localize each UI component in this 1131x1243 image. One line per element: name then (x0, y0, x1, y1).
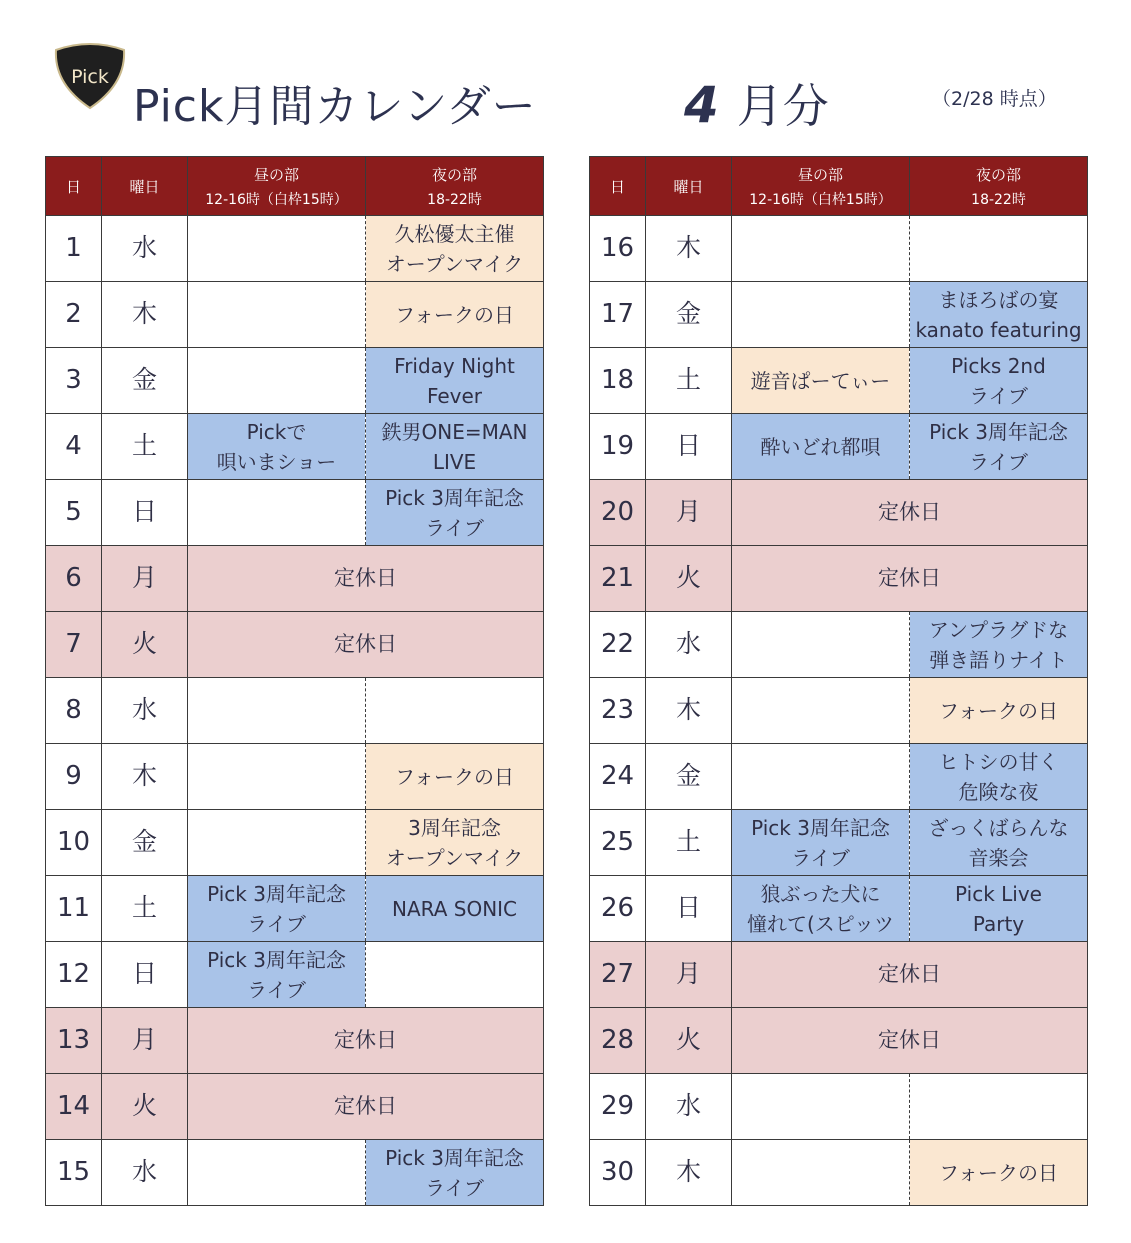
noon-event (188, 678, 366, 744)
day-number: 30 (590, 1140, 646, 1206)
weekday-cell: 金 (102, 810, 188, 876)
event-line: 唄いまショー (216, 449, 337, 474)
table-row (46, 216, 544, 282)
night-event (910, 744, 1088, 810)
table-row (46, 480, 544, 546)
table-row (590, 546, 1088, 612)
event-line: kanato featuring (915, 317, 1082, 342)
night-event (366, 282, 544, 348)
night-event (910, 282, 1088, 348)
header-night-sub: 18-22時 (427, 191, 482, 208)
weekday-cell: 木 (646, 1140, 732, 1206)
event-line: Picks 2nd (951, 353, 1046, 378)
table-row (590, 876, 1088, 942)
day-number: 26 (590, 876, 646, 942)
month-suffix: 月分 (736, 79, 829, 133)
header-noon (188, 157, 366, 216)
night-event (366, 942, 544, 1008)
table-row (590, 1008, 1088, 1074)
day-number: 23 (590, 678, 646, 744)
event-line: Pick 3周年記念 (385, 1145, 524, 1170)
day-number: 7 (46, 612, 102, 678)
table-row (46, 1140, 544, 1206)
event-line: Pick 3周年記念 (929, 419, 1068, 444)
event-line: LIVE (432, 449, 477, 474)
table-row (590, 216, 1088, 282)
day-number: 27 (590, 942, 646, 1008)
event-line: 狼ぶった犬に (760, 881, 881, 906)
noon-event (732, 876, 910, 942)
header-night-title: 夜の部 (431, 165, 477, 184)
closed-label: 定休日 (732, 942, 1088, 1008)
night-event (366, 216, 544, 282)
event-line: NARA SONIC (391, 896, 518, 921)
weekday-cell: 土 (646, 810, 732, 876)
noon-event (188, 1140, 366, 1206)
weekday-cell: 月 (102, 546, 188, 612)
table-row (590, 810, 1088, 876)
day-number: 11 (46, 876, 102, 942)
closed-label: 定休日 (732, 546, 1088, 612)
day-number: 13 (46, 1008, 102, 1074)
event-line: ライブ (247, 977, 306, 1002)
weekday-cell: 金 (102, 348, 188, 414)
header-night (366, 157, 544, 216)
event-line: ライブ (247, 911, 306, 936)
header-weekday: 曜日 (102, 157, 188, 216)
calendar-table-right (589, 156, 1088, 1206)
event-line: 3周年記念 (408, 815, 501, 840)
closed-label: 定休日 (188, 546, 544, 612)
pick-logo (52, 40, 128, 110)
event-line: オープンマイク (385, 251, 524, 276)
day-number: 14 (46, 1074, 102, 1140)
day-number: 2 (46, 282, 102, 348)
event-line: フォークの日 (939, 1160, 1058, 1185)
day-number: 9 (46, 744, 102, 810)
night-event (366, 678, 544, 744)
table-row (46, 1008, 544, 1074)
day-number: 10 (46, 810, 102, 876)
closed-label: 定休日 (188, 612, 544, 678)
night-event (366, 414, 544, 480)
calendar-body-right (590, 216, 1088, 1206)
day-number: 8 (46, 678, 102, 744)
noon-event (732, 1074, 910, 1140)
closed-label: 定休日 (188, 1008, 544, 1074)
table-row (46, 744, 544, 810)
day-number: 4 (46, 414, 102, 480)
event-line: オープンマイク (385, 845, 524, 870)
header-night-sub: 18-22時 (971, 191, 1026, 208)
event-line: 憧れて(スピッツ (746, 911, 894, 936)
table-row (590, 480, 1088, 546)
weekday-cell: 土 (102, 414, 188, 480)
event-line: ライブ (969, 383, 1028, 408)
day-number: 3 (46, 348, 102, 414)
month-label (684, 70, 829, 136)
weekday-cell: 月 (646, 480, 732, 546)
night-event (366, 744, 544, 810)
event-line: まほろばの宴 (938, 287, 1059, 312)
header-noon-title: 昼の部 (253, 165, 299, 184)
header-day: 日 (590, 157, 646, 216)
table-row (590, 1074, 1088, 1140)
event-line: 危険な夜 (958, 779, 1039, 804)
noon-event (732, 678, 910, 744)
day-number: 6 (46, 546, 102, 612)
event-line: フォークの日 (395, 302, 514, 327)
night-event (910, 612, 1088, 678)
event-line: フォークの日 (939, 698, 1058, 723)
logo-text: Pick (71, 66, 109, 88)
night-event (910, 810, 1088, 876)
table-row (590, 282, 1088, 348)
night-event (366, 1140, 544, 1206)
weekday-cell: 水 (646, 612, 732, 678)
table-row (590, 612, 1088, 678)
day-number: 1 (46, 216, 102, 282)
day-number: 16 (590, 216, 646, 282)
night-event (910, 1140, 1088, 1206)
event-line: 弾き語りナイト (929, 647, 1068, 672)
night-event (910, 216, 1088, 282)
event-line: Pick 3周年記念 (207, 947, 346, 972)
event-line: 酔いどれ都唄 (760, 434, 881, 459)
table-row (46, 414, 544, 480)
event-line: Party (972, 911, 1025, 936)
day-number: 20 (590, 480, 646, 546)
day-number: 19 (590, 414, 646, 480)
day-number: 25 (590, 810, 646, 876)
night-event (910, 1074, 1088, 1140)
header-night-title: 夜の部 (975, 165, 1021, 184)
noon-event (732, 216, 910, 282)
weekday-cell: 木 (646, 678, 732, 744)
as-of-note: （2/28 時点） (932, 88, 1057, 110)
day-number: 18 (590, 348, 646, 414)
weekday-cell: 水 (102, 1140, 188, 1206)
night-event (910, 414, 1088, 480)
weekday-cell: 木 (646, 216, 732, 282)
event-line: ライブ (425, 515, 484, 540)
weekday-cell: 日 (102, 480, 188, 546)
table-row (46, 876, 544, 942)
table-row (46, 810, 544, 876)
event-line: ライブ (969, 449, 1028, 474)
day-number: 22 (590, 612, 646, 678)
weekday-cell: 日 (102, 942, 188, 1008)
weekday-cell: 日 (646, 876, 732, 942)
calendar-body-left (46, 216, 544, 1206)
event-line: Pick 3周年記念 (207, 881, 346, 906)
night-event (910, 678, 1088, 744)
table-row (46, 1074, 544, 1140)
table-row (590, 678, 1088, 744)
closed-label: 定休日 (188, 1074, 544, 1140)
table-row (590, 348, 1088, 414)
night-event (366, 810, 544, 876)
header-noon-sub: 12-16時（白枠15時） (749, 191, 892, 208)
weekday-cell: 月 (646, 942, 732, 1008)
day-number: 17 (590, 282, 646, 348)
event-line: 音楽会 (968, 845, 1029, 870)
table-row (46, 546, 544, 612)
table-row (590, 414, 1088, 480)
noon-event (732, 744, 910, 810)
day-number: 5 (46, 480, 102, 546)
event-line: Pick 3周年記念 (385, 485, 524, 510)
night-event (910, 348, 1088, 414)
night-event (910, 876, 1088, 942)
noon-event (188, 942, 366, 1008)
header-noon-sub: 12-16時（白枠15時） (205, 191, 348, 208)
weekday-cell: 水 (102, 216, 188, 282)
event-line: アンプラグドな (928, 617, 1069, 642)
weekday-cell: 水 (646, 1074, 732, 1140)
weekday-cell: 金 (646, 744, 732, 810)
day-number: 28 (590, 1008, 646, 1074)
header-noon-title: 昼の部 (797, 165, 843, 184)
event-line: ヒトシの甘く (938, 749, 1059, 774)
table-row (46, 348, 544, 414)
weekday-cell: 火 (102, 612, 188, 678)
event-line: ライブ (791, 845, 850, 870)
page-title: Pick月間カレンダー (133, 81, 537, 132)
weekday-cell: 水 (102, 678, 188, 744)
event-line: 遊音ぱーてぃー (750, 368, 891, 393)
noon-event (188, 282, 366, 348)
event-line: Fever (426, 383, 483, 408)
weekday-cell: 土 (102, 876, 188, 942)
table-header-row (590, 157, 1088, 216)
weekday-cell: 火 (646, 1008, 732, 1074)
weekday-cell: 金 (646, 282, 732, 348)
day-number: 29 (590, 1074, 646, 1140)
noon-event (188, 876, 366, 942)
month-number: 4 (684, 76, 719, 134)
header-noon (732, 157, 910, 216)
noon-event (732, 282, 910, 348)
noon-event (732, 612, 910, 678)
noon-event (188, 480, 366, 546)
noon-event (188, 348, 366, 414)
event-line: ライブ (425, 1175, 484, 1200)
noon-event (732, 414, 910, 480)
weekday-cell: 火 (102, 1074, 188, 1140)
event-line: Friday Night (394, 353, 515, 378)
header-night (910, 157, 1088, 216)
day-number: 21 (590, 546, 646, 612)
day-number: 24 (590, 744, 646, 810)
weekday-cell: 木 (102, 282, 188, 348)
event-line: Pick Live (955, 881, 1042, 906)
event-line: 久松優太主催 (394, 221, 515, 246)
night-event (366, 348, 544, 414)
weekday-cell: 木 (102, 744, 188, 810)
night-event (366, 480, 544, 546)
noon-event (732, 348, 910, 414)
noon-event (188, 216, 366, 282)
table-row (590, 1140, 1088, 1206)
day-number: 12 (46, 942, 102, 1008)
event-line: Pick 3周年記念 (751, 815, 890, 840)
event-line: Pickで (246, 419, 307, 444)
table-header-row (46, 157, 544, 216)
day-number: 15 (46, 1140, 102, 1206)
table-row (46, 942, 544, 1008)
closed-label: 定休日 (732, 480, 1088, 546)
night-event (366, 876, 544, 942)
table-row (46, 282, 544, 348)
noon-event (188, 414, 366, 480)
noon-event (188, 744, 366, 810)
table-row (590, 942, 1088, 1008)
noon-event (732, 810, 910, 876)
header-weekday: 曜日 (646, 157, 732, 216)
closed-label: 定休日 (732, 1008, 1088, 1074)
weekday-cell: 火 (646, 546, 732, 612)
noon-event (188, 810, 366, 876)
table-row (46, 678, 544, 744)
noon-event (732, 1140, 910, 1206)
table-row (590, 744, 1088, 810)
header-day: 日 (46, 157, 102, 216)
event-line: 鉄男ONE=MAN (381, 419, 528, 444)
event-line: フォークの日 (395, 764, 514, 789)
table-row (46, 612, 544, 678)
event-line: ざっくばらんな (928, 815, 1069, 840)
weekday-cell: 月 (102, 1008, 188, 1074)
weekday-cell: 日 (646, 414, 732, 480)
calendar-table-left (45, 156, 544, 1206)
weekday-cell: 土 (646, 348, 732, 414)
